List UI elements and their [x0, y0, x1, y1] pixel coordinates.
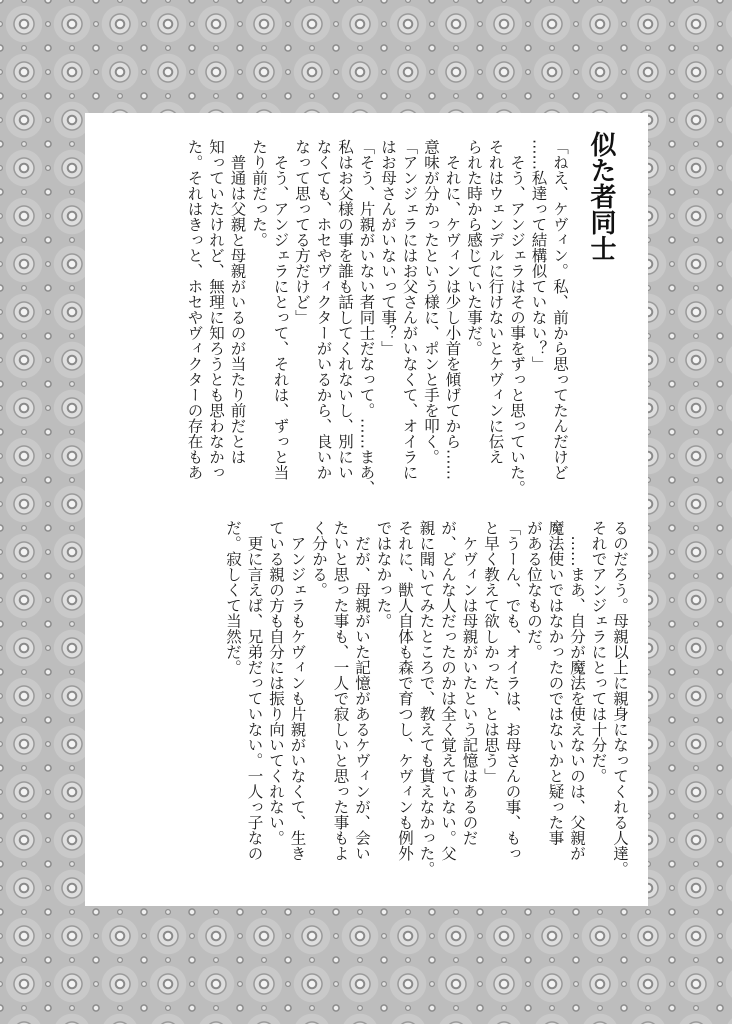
lower-text-block: るのだろう。母親以上に親身になってくれる人達。 それでアンジェラにとっては十分だ。 ……まあ、自分が魔法を使えないのは、父親が 魔法使いではなかったのではないかと疑った事 がある位なものだ。 「うーん、でも、オイラは、お母さんの事、もっ と早く教えて欲しかった、とは思う」 ケヴィンは母親がいたという記憶はあるのだ が、どんな人だったのかは全く覚えていない。父 親に聞いてみたところで、教えても貰えなかった。 それに、獣人自体も森で育つし、ケヴィンも例外 ではなかった。 だが、母親がいた記憶があるケヴィンが、会い たいと思った事も、一人で寂しいと思った事もよ く分かる。 アンジェラもケヴィンも片親がいなくて、生き ている親の方も自分には振り向いてくれない。 更に言えば、兄弟だっていない。一人っ子なの だ。寂しくて当然だ。 [224, 520, 629, 877]
page-title: 似た者同士 [586, 131, 616, 261]
text-panel [85, 113, 648, 906]
upper-text-block: 「ねえ、ケヴィン。私、前から思ってたんだけど ……私達って結構似ていない？」 そう、アンジェラはその事をずっと思っていた。 それはウェンデルに行けないとケヴィンに伝え られた時から感じていた事だ。 それに、ケヴィンは少し小首を傾げてから…… 意味が分かったという様に、ポンと手を叩く。 「アンジェラにはお父さんがいなくて、オイラに はお母さんがいないって事？」 「そう、片親がいない者同士だなって。……まあ、 私はお父様の事を誰も話してくれないし、別にい なくても、ホセやヴィクターがいるから、良いか なって思ってる方だけど」 そう、アンジェラにとって、それは、ずっと当 たり前だった。 普通は父親と母親がいるのが当たり前だとは 知っていたけれど、無理に知ろうとも思わなかっ た。それはきっと、ホセやヴィクターの存在もあ [185, 139, 569, 496]
